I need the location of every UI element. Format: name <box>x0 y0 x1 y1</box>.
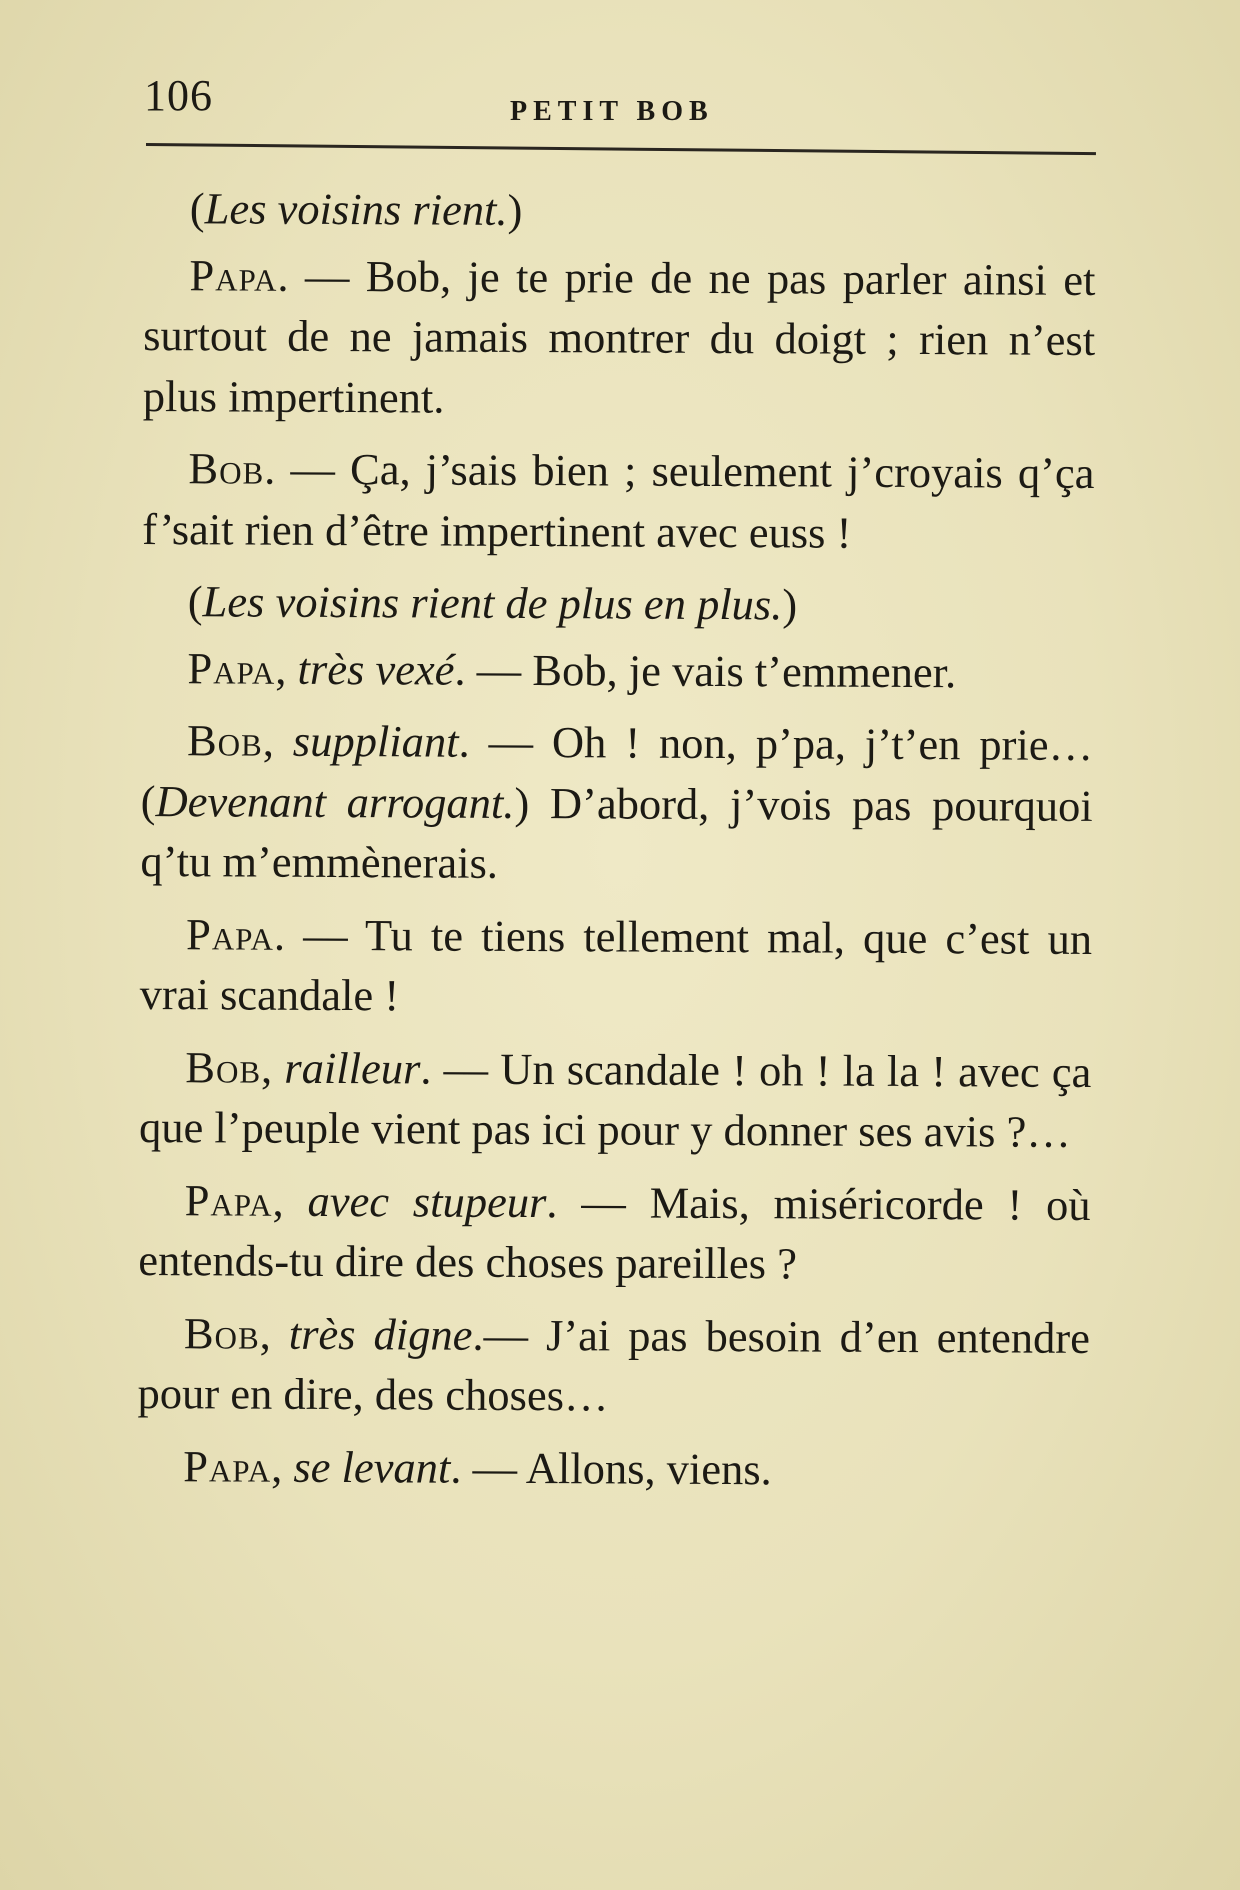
dialogue-line: Bob, très digne.— J’ai pas besoin d’en entendre pour en dire, des choses… <box>137 1307 1091 1421</box>
speaker-name: Papa <box>187 642 276 694</box>
dialogue-text: . — Mais, miséricorde ! où entends-tu dire des choses pareilles ? <box>138 1176 1091 1289</box>
dialogue-text: . — Allons, viens. <box>450 1442 772 1494</box>
dialogue-text: . — Bob, je vais t’emmener. <box>454 644 957 697</box>
speaker-name: Bob <box>185 1041 262 1093</box>
dialogue-line: Papa, se levant. — Allons, viens. <box>183 1440 772 1494</box>
dialogue-text: ) D’abord, j’vois pas pourquoi q’tu m’emmènerais. <box>140 777 1093 888</box>
direction-text: Les voisins rient. <box>204 183 508 235</box>
page-header <box>140 62 1090 132</box>
direction-text: très digne <box>288 1308 473 1360</box>
page-text <box>137 178 1096 1513</box>
dialogue-line: Bob, suppliant. — Oh ! non, p’pa, j’t’en prie… (Devenant arrogant.) D’abord, j’vois pas pourquoi q’tu m’emmènerais. <box>140 715 1094 888</box>
dialogue-line <box>142 438 1095 564</box>
speaker-name: Papa <box>183 1440 272 1492</box>
dialogue-text: . — Un scandale ! oh ! la la ! avec ça que l’peuple vient pas ici pour y donner ses avis ?… <box>138 1042 1092 1157</box>
dialogue-text: .— J’ai pas besoin d’en entendre pour en dire, des choses… <box>137 1309 1091 1421</box>
direction-text: railleur <box>284 1042 421 1093</box>
direction-text: avec stupeur <box>307 1175 547 1227</box>
speaker-name: Papa <box>184 1174 273 1226</box>
direction-text: très vexé <box>297 643 455 695</box>
dialogue-text: . — Ça, j’sais bien ; seulement j’croyais q’ça f’sait rien d’être impertinent avec euss ! <box>142 443 1095 558</box>
header-rule <box>146 143 1096 155</box>
direction-text: se levant <box>293 1441 451 1493</box>
direction-text: Devenant arrogant. <box>155 775 515 828</box>
dialogue-line <box>140 903 1093 1029</box>
direction-text: suppliant <box>292 715 459 767</box>
running-title: PETIT BOB <box>510 96 714 127</box>
speaker-name: Papa <box>185 908 275 960</box>
dialogue-line: Bob, railleur. — Un scandale ! oh ! la la ! avec ça que l’peuple vient pas ici pour y donner ses avis ?… <box>138 1041 1092 1157</box>
direction-text: Les voisins rient de plus en plus. <box>202 576 783 630</box>
speaker-name: Bob <box>188 443 265 494</box>
dialogue-text: . — Oh ! non, p’pa, j’t’en prie… ( <box>140 716 1094 826</box>
dialogue-text: . — Tu te tiens tellement mal, que c’est un vrai scandale ! <box>139 909 1093 1021</box>
stage-direction: (Les voisins rient.) <box>189 183 523 235</box>
page-number: 106 <box>144 71 213 120</box>
speaker-name: Papa <box>189 249 278 301</box>
speaker-name: Bob <box>183 1307 260 1359</box>
speaker-name: Bob <box>186 715 263 766</box>
dialogue-line: Papa, avec stupeur. — Mais, miséricorde ! où entends-tu dire des choses pareilles ? <box>138 1174 1091 1289</box>
stage-direction: (Les voisins rient de plus en plus.) <box>187 576 798 630</box>
dialogue-line: Papa, très vexé. — Bob, je vais t’emmener. <box>187 642 957 697</box>
dialogue-line <box>143 244 1096 430</box>
dialogue-text: . — Bob, je te prie de ne pas parler ainsi et surtout de ne jamais montrer du doigt ; rien n’est plus impertinent. <box>142 250 1096 423</box>
